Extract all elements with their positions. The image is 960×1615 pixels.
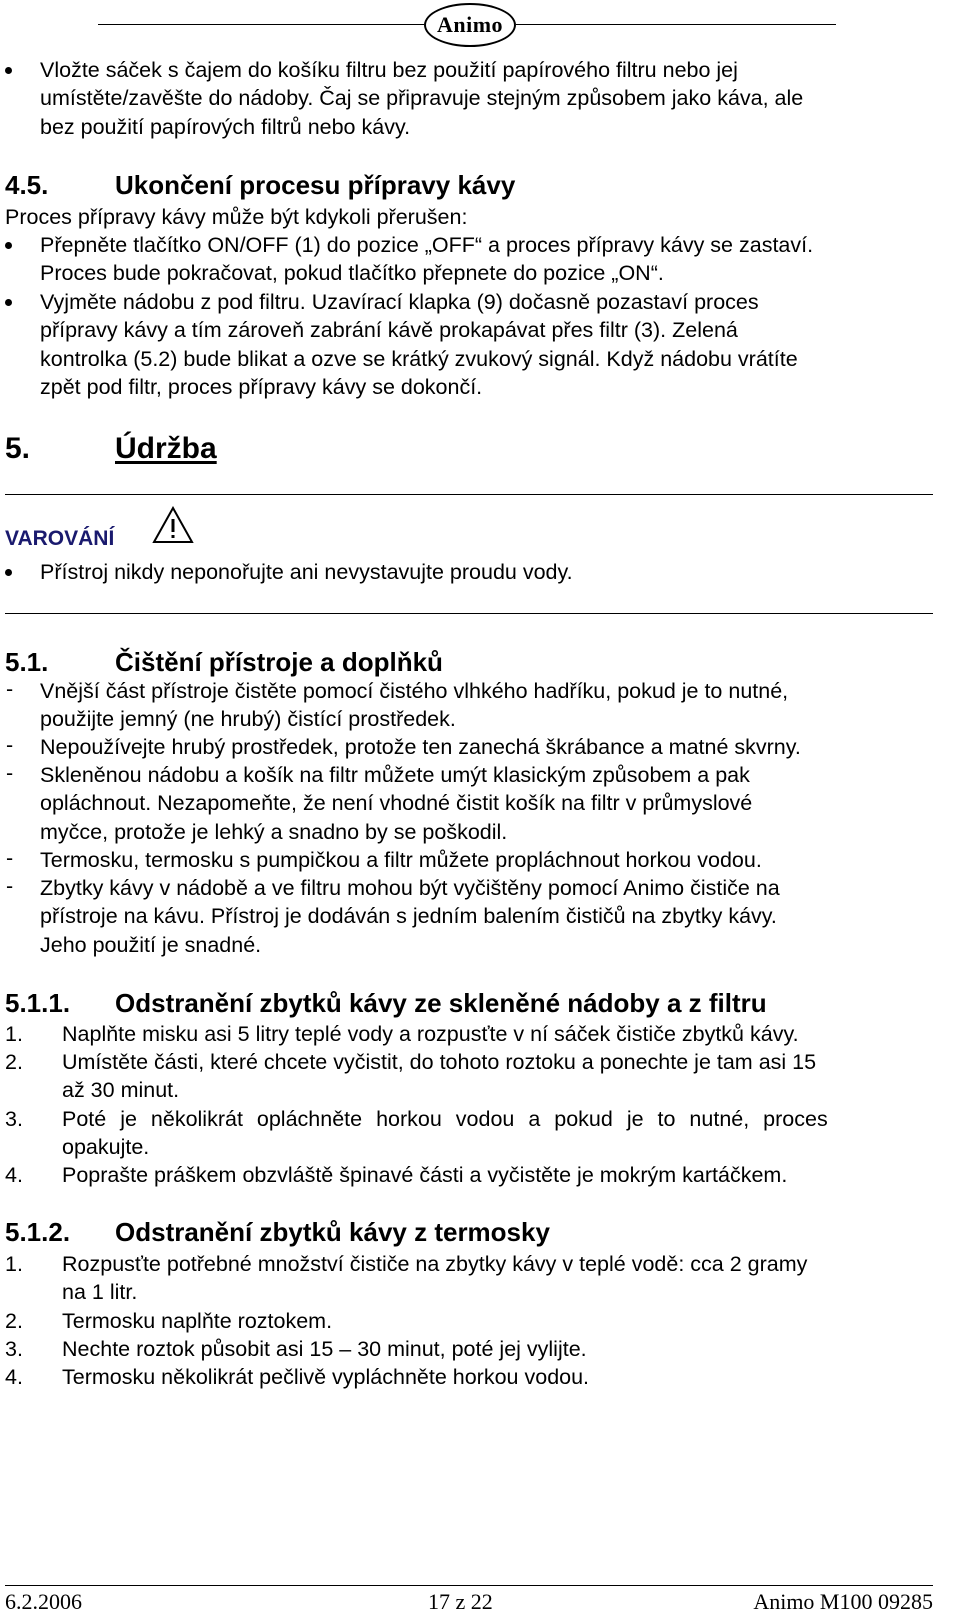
item-number: 4. bbox=[5, 1163, 23, 1187]
section-title-5: Údržba bbox=[115, 432, 217, 465]
header-rule-left bbox=[98, 24, 424, 25]
text-line: Vnější část přístroje čistěte pomocí čistého vlhkého hadříku, pokud je to nutné, bbox=[40, 679, 789, 703]
item-number: 1. bbox=[5, 1022, 23, 1046]
item-number: 3. bbox=[5, 1107, 23, 1131]
text-line: přípravy kávy a tím zároveň zabrání kávě prokapávat přes filtr (3). Zelená bbox=[40, 318, 738, 343]
text-line: použijte jemný (ne hrubý) čistící prostředek. bbox=[40, 707, 456, 732]
text-line: Termosku, termosku s pumpičkou a filtr můžete propláchnout horkou vodou. bbox=[40, 848, 762, 872]
item-number: 4. bbox=[5, 1365, 23, 1389]
text-line: Termosku naplňte roztokem. bbox=[62, 1309, 333, 1333]
text-line: Rozpusťte potřebné množství čističe na zbytky kávy v teplé vodě: cca 2 gramy bbox=[62, 1252, 808, 1276]
footer-page: 17 z 22 bbox=[428, 1589, 493, 1614]
text-line: Poté je několikrát opláchněte horkou vodou a pokud je to nutné, proces bbox=[62, 1107, 828, 1131]
text-line: přístroje na kávu. Přístroj je dodáván s jedním balením čističů na zbytky kávy. bbox=[40, 904, 777, 929]
warning-rule-top bbox=[5, 494, 933, 495]
bullet-icon bbox=[5, 569, 12, 576]
text-line: až 30 minut. bbox=[62, 1078, 180, 1103]
section-number-5-1: 5.1. bbox=[5, 647, 49, 677]
bullet-icon bbox=[5, 242, 12, 249]
footer-date: 6.2.2006 bbox=[5, 1589, 82, 1614]
warning-label: VAROVÁNÍ bbox=[5, 527, 115, 550]
logo-text: Animo bbox=[436, 12, 504, 37]
header-rule-right bbox=[516, 24, 836, 25]
intro-line: Vložte sáček s čajem do košíku filtru bez použití papírového filtru nebo jej bbox=[40, 58, 738, 82]
warning-triangle-icon bbox=[152, 506, 194, 544]
text-line: Nechte roztok působit asi 15 – 30 minut, poté jej vylijte. bbox=[62, 1337, 587, 1361]
animo-logo bbox=[424, 3, 516, 47]
warning-text: Přístroj nikdy neponořujte ani nevystavujte proudu vody. bbox=[40, 560, 573, 584]
section-number-5-1-2: 5.1.2. bbox=[5, 1217, 71, 1247]
text-line: Přepněte tlačítko ON/OFF (1) do pozice „OFF“ a proces přípravy kávy se zastaví. bbox=[40, 233, 814, 257]
item-number: 2. bbox=[5, 1309, 23, 1333]
dash-marker: - bbox=[6, 733, 14, 757]
text-line: Termosku několikrát pečlivě vypláchněte horkou vodou. bbox=[62, 1365, 590, 1389]
footer-rule bbox=[5, 1585, 933, 1586]
section-title-4-5: Ukončení procesu přípravy kávy bbox=[115, 170, 516, 200]
section-number-5: 5. bbox=[5, 432, 31, 465]
text-line: Poprašte práškem obzvláště špinavé části a vyčistěte je mokrým kartáčkem. bbox=[62, 1163, 788, 1187]
item-number: 1. bbox=[5, 1252, 23, 1276]
footer-doc: Animo M100 09285 bbox=[753, 1589, 933, 1614]
text-line: zpět pod filtr, proces přípravy kávy se dokončí. bbox=[40, 375, 483, 400]
text-line: kontrolka (5.2) bude blikat a ozve se krátký zvukový signál. Když nádobu vrátíte bbox=[40, 346, 798, 371]
intro-line: umístěte/zavěšte do nádoby. Čaj se připravuje stejným způsobem jako káva, ale bbox=[40, 86, 804, 111]
section-lead-4-5: Proces přípravy kávy může být kdykoli přerušen: bbox=[5, 205, 468, 229]
dash-marker: - bbox=[6, 874, 14, 898]
text-line: na 1 litr. bbox=[62, 1280, 138, 1305]
section-number-5-1-1: 5.1.1. bbox=[5, 988, 71, 1018]
section-title-5-1-1: Odstranění zbytků kávy ze skleněné nádoby a z filtru bbox=[115, 988, 767, 1018]
section-title-5-1: Čištění přístroje a doplňků bbox=[115, 647, 443, 677]
section-number-4-5: 4.5. bbox=[5, 170, 49, 200]
text-line: Jeho použití je snadné. bbox=[40, 932, 262, 957]
text-line: Nepoužívejte hrubý prostředek, protože ten zanechá škrábance a matné skvrny. bbox=[40, 735, 801, 759]
text-line: Proces bude pokračovat, pokud tlačítko přepnete do pozice „ON“. bbox=[40, 261, 664, 286]
text-line: Umístěte části, které chcete vyčistit, do tohoto roztoku a ponechte je tam asi 15 bbox=[62, 1050, 817, 1074]
warning-rule-bottom bbox=[5, 613, 933, 614]
bullet-icon bbox=[5, 67, 12, 74]
dash-marker: - bbox=[6, 761, 14, 785]
text-line: myčce, protože je lehký a snadno by se poškodil. bbox=[40, 819, 508, 844]
section-title-5-1-2: Odstranění zbytků kávy z termosky bbox=[115, 1217, 550, 1247]
dash-marker: - bbox=[6, 677, 14, 701]
bullet-icon bbox=[5, 299, 12, 306]
text-line: opakujte. bbox=[62, 1135, 150, 1160]
dash-marker: - bbox=[6, 846, 14, 870]
item-number: 3. bbox=[5, 1337, 23, 1361]
text-line: Vyjměte nádobu z pod filtru. Uzavírací klapka (9) dočasně pozastaví proces bbox=[40, 290, 759, 314]
text-line: opláchnout. Nezapomeňte, že není vhodné čistit košík na filtr v průmyslové bbox=[40, 791, 753, 816]
item-number: 2. bbox=[5, 1050, 23, 1074]
text-line: Naplňte misku asi 5 litry teplé vody a rozpusťte v ní sáček čističe zbytků kávy. bbox=[62, 1022, 799, 1046]
intro-line: bez použití papírových filtrů nebo kávy. bbox=[40, 114, 411, 139]
text-line: Skleněnou nádobu a košík na filtr můžete umýt klasickým způsobem a pak bbox=[40, 763, 750, 787]
text-line: Zbytky kávy v nádobě a ve filtru mohou být vyčištěny pomocí Animo čističe na bbox=[40, 876, 780, 900]
